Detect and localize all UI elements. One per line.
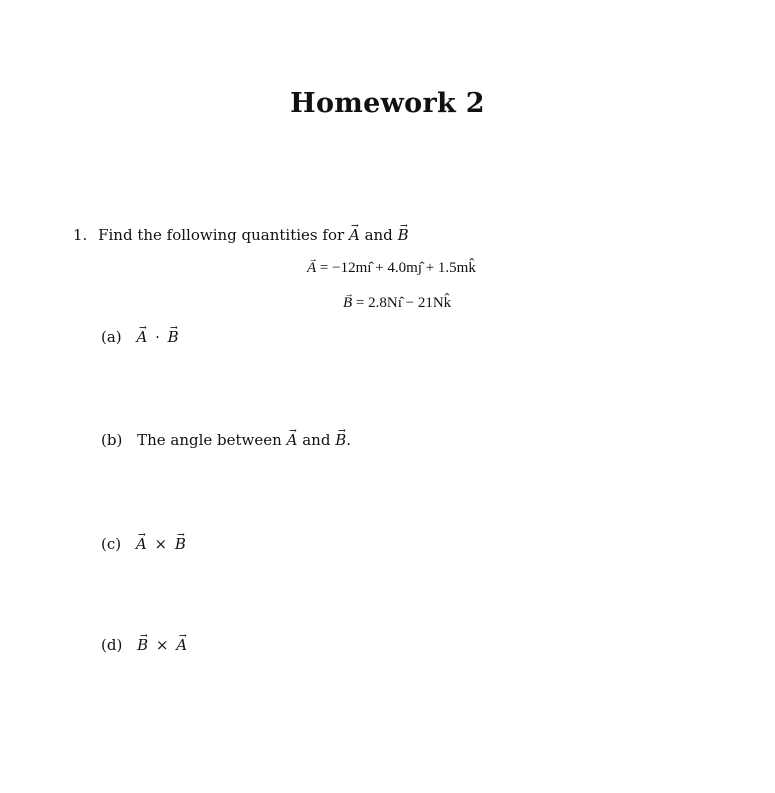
part-vector-2: → A (176, 636, 187, 654)
part-label: (b) (101, 431, 123, 449)
page-title: Homework 2 (290, 88, 485, 119)
dot-operator: · (155, 328, 160, 346)
part-period: . (346, 431, 352, 449)
equation-lhs: → B (343, 295, 352, 312)
part-text: The angle between (137, 431, 282, 449)
problem-statement (73, 226, 409, 244)
part-vector-2: → B (175, 535, 186, 553)
part-label: (d) (101, 636, 123, 654)
part-d (101, 636, 187, 654)
problem-conjunction: and (364, 226, 393, 244)
part-vector-2: → B (168, 328, 179, 346)
part-label: (a) (101, 328, 122, 346)
equation-rhs: = 2.8Nı̂ − 21Nk̂ (355, 295, 452, 311)
equation-vector-b (343, 295, 451, 312)
problem-text: Find the following quantities for (98, 226, 345, 244)
equation-lhs: → A (307, 260, 316, 277)
part-b (101, 431, 351, 449)
part-c (101, 535, 186, 553)
vector-a-symbol: → A (349, 226, 360, 244)
part-a (101, 328, 179, 346)
part-vector-2: → B (335, 431, 346, 449)
part-vector-1: → A (287, 431, 298, 449)
equation-vector-a (307, 260, 476, 277)
part-vector-1: → A (136, 328, 147, 346)
cross-operator: × (154, 535, 168, 553)
part-vector-1: → B (137, 636, 148, 654)
cross-operator: × (155, 636, 169, 654)
part-conjunction: and (302, 431, 331, 449)
part-vector-1: → A (136, 535, 147, 553)
vector-b-symbol: → B (398, 226, 409, 244)
equation-rhs: = −12mı̂ + 4.0mȷ̂ + 1.5mk̂ (319, 260, 476, 276)
problem-number: 1. (73, 226, 88, 244)
part-label: (c) (101, 535, 122, 553)
